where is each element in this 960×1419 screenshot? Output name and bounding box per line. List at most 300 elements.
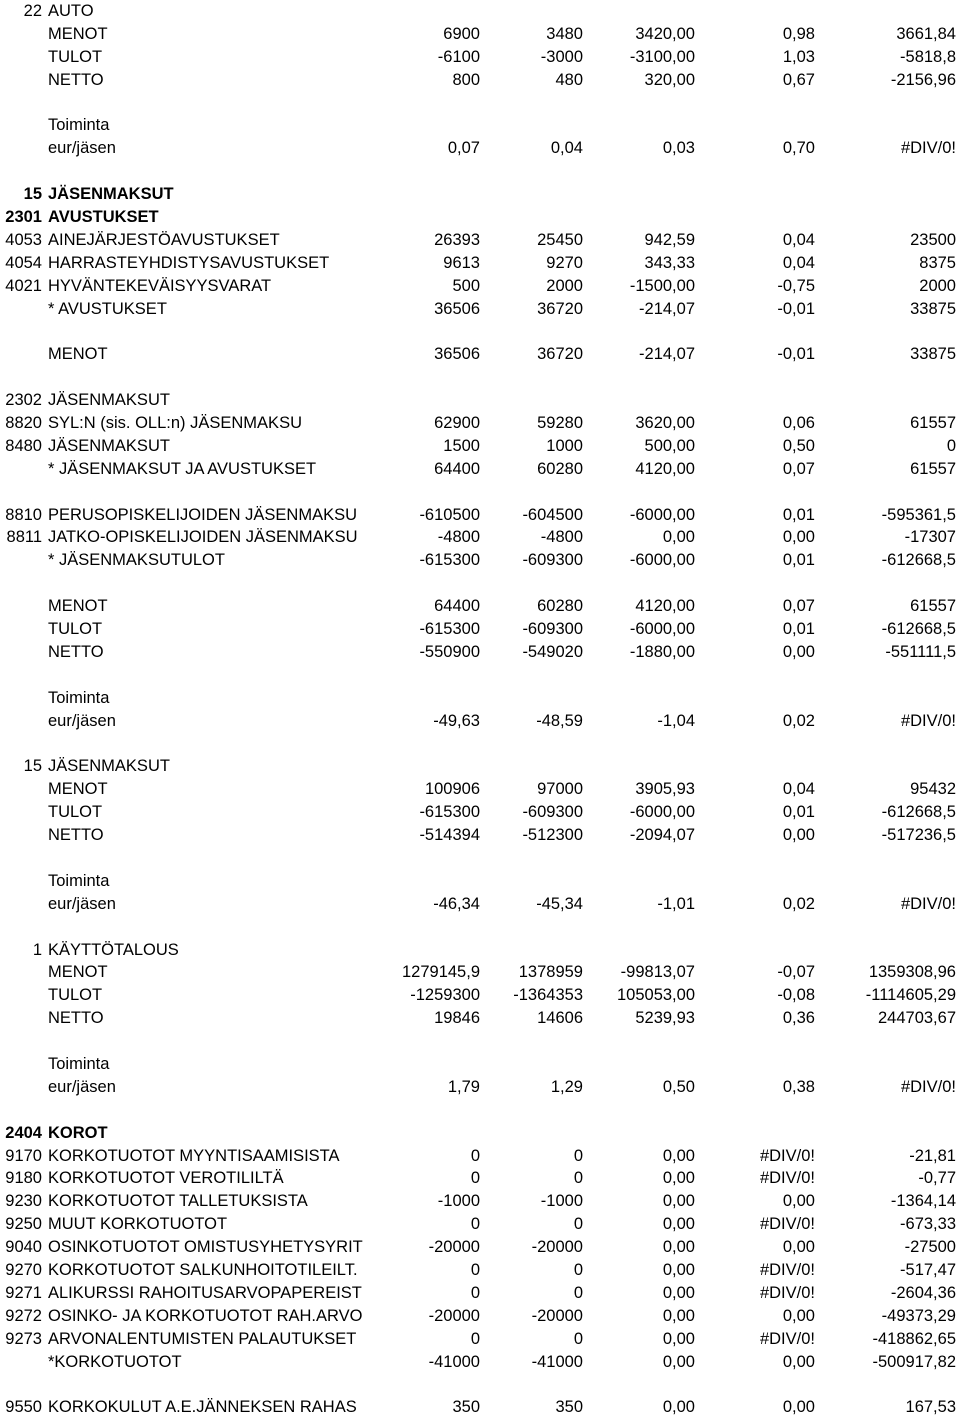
value-cell-v2: 60280 [537,597,583,616]
table-row [0,412,960,435]
account-code: 9550 [5,1398,42,1417]
account-name: TULOT [48,803,103,822]
account-code: 2302 [5,391,42,410]
table-row [0,46,960,69]
account-code: 9040 [5,1238,42,1257]
value-cell-v3: 343,33 [644,253,695,272]
table-row [0,366,960,389]
table-row [0,320,960,343]
account-name: TULOT [48,47,103,66]
table-row [0,733,960,756]
value-cell-v2: 97000 [537,780,583,799]
account-name: KORKOTUOTOT MYYNTISAAMISISTA [48,1146,340,1165]
value-cell-v2: 14606 [537,1009,583,1028]
account-name: MENOT [48,963,108,982]
value-cell-v1: -514394 [419,826,480,845]
value-cell-v5: 23500 [910,230,956,249]
account-code: 1 [32,940,42,959]
table-row [0,435,960,458]
account-name: PERUSOPISKELIJOIDEN JÄSENMAKSU [48,505,357,524]
table-row [0,664,960,687]
table-row [0,1190,960,1213]
table-row [0,572,960,595]
table-row [0,23,960,46]
value-cell-v3: 0,00 [662,1169,695,1188]
value-cell-v4: #DIV/0! [759,1215,815,1234]
value-cell-v4: 0,04 [782,253,815,272]
table-row [0,1122,960,1145]
account-name: JÄSENMAKSUT [48,436,170,455]
value-cell-v5: -595361,5 [881,505,956,524]
value-cell-v4: 0,00 [782,1192,815,1211]
value-cell-v2: 1000 [546,436,583,455]
value-cell-v3: 0,00 [662,528,695,547]
account-name: MENOT [48,597,108,616]
value-cell-v1: 0,07 [447,139,480,158]
value-cell-v2: -45,34 [536,894,583,913]
value-cell-v1: 1279145,9 [402,963,480,982]
account-name: * JÄSENMAKSUT JA AVUSTUKSET [48,459,317,478]
table-row [0,1373,960,1396]
value-cell-v1: 0 [470,1329,480,1348]
table-row [0,526,960,549]
value-cell-v2: 0 [573,1260,583,1279]
value-cell-v5: -517236,5 [881,826,956,845]
table-row [0,1145,960,1168]
value-cell-v2: 59280 [537,414,583,433]
value-cell-v4: -0,75 [777,276,815,295]
value-cell-v1: 26393 [434,230,480,249]
value-cell-v5: -21,81 [909,1146,956,1165]
value-cell-v2: -609300 [522,551,583,570]
table-row [0,504,960,527]
value-cell-v3: -6000,00 [629,803,695,822]
value-cell-v4: 0,00 [782,1306,815,1325]
value-cell-v4: 0,06 [782,414,815,433]
table-row [0,1351,960,1374]
value-cell-v2: 1,29 [550,1077,583,1096]
account-code: 15 [23,757,42,776]
value-cell-v5: 61557 [910,597,956,616]
value-cell-v3: 105053,00 [617,986,695,1005]
account-name: KOROT [48,1123,108,1142]
account-name: HYVÄNTEKEVÄISYYSVARAT [48,276,272,295]
table-row [0,343,960,366]
value-cell-v1: 36506 [434,299,480,318]
value-cell-v1: 6900 [443,24,480,43]
value-cell-v1: 0 [470,1169,480,1188]
table-row [0,755,960,778]
value-cell-v4: 0,70 [782,139,815,158]
value-cell-v5: -2604,36 [890,1283,956,1302]
account-name: TULOT [48,986,103,1005]
value-cell-v4: 0,38 [782,1077,815,1096]
value-cell-v1: 0 [470,1283,480,1302]
value-cell-v3: 0,00 [662,1215,695,1234]
value-cell-v4: #DIV/0! [759,1329,815,1348]
value-cell-v1: -6100 [437,47,480,66]
value-cell-v5: 61557 [910,414,956,433]
value-cell-v2: 36720 [537,299,583,318]
value-cell-v5: 0 [946,436,956,455]
value-cell-v3: 4120,00 [635,459,695,478]
value-cell-v5: 95432 [910,780,956,799]
table-row [0,710,960,733]
value-cell-v4: 0,00 [782,1398,815,1417]
value-cell-v2: -20000 [531,1238,583,1257]
value-cell-v5: 3661,84 [896,24,956,43]
value-cell-v2: -512300 [522,826,583,845]
table-row [0,252,960,275]
table-row [0,298,960,321]
account-name: OSINKO- JA KORKOTUOTOT RAH.ARVO [48,1306,363,1325]
value-cell-v4: 0,36 [782,1009,815,1028]
value-cell-v2: -609300 [522,620,583,639]
account-name: MENOT [48,345,108,364]
account-code: 2404 [5,1123,42,1142]
value-cell-v5: -551111,5 [885,642,956,661]
table-row [0,595,960,618]
table-row [0,114,960,137]
value-cell-v1: 64400 [434,459,480,478]
value-cell-v5: -5818,8 [900,47,956,66]
account-name: NETTO [48,826,104,845]
account-name: KÄYTTÖTALOUS [48,940,179,959]
value-cell-v3: 0,00 [662,1283,695,1302]
account-name: ARVONALENTUMISTEN PALAUTUKSET [48,1329,357,1348]
value-cell-v3: 0,50 [662,1077,695,1096]
value-cell-v4: 0,01 [782,551,815,570]
account-name: Toiminta [48,116,110,135]
account-code: 9271 [5,1283,42,1302]
account-name: JÄSENMAKSUT [48,757,170,776]
table-row [0,893,960,916]
account-name: JÄSENMAKSUT [48,185,174,204]
value-cell-v2: 2000 [546,276,583,295]
account-name: AVUSTUKSET [48,208,159,227]
table-row [0,961,960,984]
value-cell-v4: 0,00 [782,1238,815,1257]
value-cell-v4: 0,67 [782,70,815,89]
value-cell-v3: 942,59 [644,230,695,249]
table-row [0,1213,960,1236]
value-cell-v1: -49,63 [433,711,480,730]
value-cell-v5: -1364,14 [890,1192,956,1211]
value-cell-v1: -46,34 [433,894,480,913]
value-cell-v2: 3480 [546,24,583,43]
value-cell-v3: 0,00 [662,1306,695,1325]
value-cell-v2: 36720 [537,345,583,364]
value-cell-v5: 2000 [919,276,956,295]
value-cell-v3: 3420,00 [635,24,695,43]
value-cell-v3: -1500,00 [629,276,695,295]
account-name: * AVUSTUKSET [48,299,167,318]
table-row [0,847,960,870]
table-row [0,1099,960,1122]
value-cell-v2: -48,59 [536,711,583,730]
value-cell-v3: -1,01 [657,894,695,913]
value-cell-v1: 1,79 [447,1077,480,1096]
value-cell-v1: -4800 [437,528,480,547]
value-cell-v1: 800 [452,70,480,89]
table-row [0,939,960,962]
value-cell-v2: -609300 [522,803,583,822]
account-code: 4054 [5,253,42,272]
value-cell-v3: -1880,00 [629,642,695,661]
account-code: 8811 [6,528,42,547]
value-cell-v1: 9613 [443,253,480,272]
value-cell-v4: -0,01 [777,299,815,318]
table-row [0,275,960,298]
value-cell-v4: 0,01 [782,505,815,524]
value-cell-v3: -6000,00 [629,620,695,639]
table-row [0,687,960,710]
account-name: SYL:N (sis. OLL:n) JÄSENMAKSU [48,414,302,433]
table-row [0,1167,960,1190]
value-cell-v5: -0,77 [918,1169,956,1188]
value-cell-v3: 3620,00 [635,414,695,433]
value-cell-v3: -6000,00 [629,551,695,570]
table-row [0,1007,960,1030]
table-row [0,870,960,893]
value-cell-v4: 0,02 [782,894,815,913]
value-cell-v1: 36506 [434,345,480,364]
value-cell-v5: 1359308,96 [868,963,956,982]
value-cell-v5: -49373,29 [881,1306,956,1325]
account-name: eur/jäsen [48,1077,116,1096]
table-row [0,1259,960,1282]
account-name: KORKOTUOTOT VEROTILILTÄ [48,1169,284,1188]
value-cell-v5: -612668,5 [881,620,956,639]
value-cell-v4: 0,01 [782,620,815,639]
account-name: ALIKURSSI RAHOITUSARVOPAPEREIST [48,1283,362,1302]
value-cell-v3: -214,07 [639,299,695,318]
value-cell-v2: -3000 [540,47,583,66]
account-name: KORKOKULUT A.E.JÄNNEKSEN RAHAS [48,1398,357,1417]
value-cell-v3: 0,00 [662,1398,695,1417]
account-name: AINEJÄRJESTÖAVUSTUKSET [48,230,280,249]
value-cell-v1: -20000 [428,1306,480,1325]
value-cell-v1: 19846 [434,1009,480,1028]
value-cell-v4: #DIV/0! [759,1169,815,1188]
account-code: 9270 [5,1260,42,1279]
value-cell-v4: 1,03 [782,47,815,66]
table-row [0,984,960,1007]
value-cell-v4: -0,01 [777,345,815,364]
value-cell-v5: 33875 [910,345,956,364]
value-cell-v5: 244703,67 [878,1009,956,1028]
table-row [0,1053,960,1076]
account-name: eur/jäsen [48,894,116,913]
table-row [0,92,960,115]
account-code: 8820 [5,414,42,433]
value-cell-v3: 0,00 [662,1146,695,1165]
account-code: 9273 [5,1329,42,1348]
table-row [0,69,960,92]
value-cell-v2: 0 [573,1215,583,1234]
table-row [0,1030,960,1053]
table-row [0,0,960,23]
value-cell-v3: 5239,93 [635,1009,695,1028]
value-cell-v3: 0,00 [662,1352,695,1371]
value-cell-v3: -3100,00 [629,47,695,66]
value-cell-v4: #DIV/0! [759,1283,815,1302]
table-row [0,641,960,664]
value-cell-v2: -41000 [531,1352,583,1371]
value-cell-v2: 60280 [537,459,583,478]
account-name: MENOT [48,24,108,43]
value-cell-v2: 0 [573,1283,583,1302]
value-cell-v5: -612668,5 [881,551,956,570]
value-cell-v3: 0,00 [662,1329,695,1348]
value-cell-v2: 480 [555,70,583,89]
value-cell-v2: -604500 [522,505,583,524]
value-cell-v4: 0,07 [782,597,815,616]
value-cell-v3: -6000,00 [629,505,695,524]
value-cell-v4: 0,02 [782,711,815,730]
table-row [0,206,960,229]
table-row [0,389,960,412]
account-name: NETTO [48,1009,104,1028]
account-name: KORKOTUOTOT TALLETUKSISTA [48,1192,308,1211]
value-cell-v4: #DIV/0! [759,1260,815,1279]
value-cell-v2: -1000 [540,1192,583,1211]
account-code: 9272 [5,1306,42,1325]
value-cell-v5: #DIV/0! [900,139,956,158]
value-cell-v3: 0,03 [662,139,695,158]
account-name: OSINKOTUOTOT OMISTUSYHETYSYRIT [48,1238,363,1257]
value-cell-v4: 0,01 [782,803,815,822]
value-cell-v3: 500,00 [644,436,695,455]
value-cell-v1: -615300 [419,620,480,639]
value-cell-v5: #DIV/0! [900,1077,956,1096]
table-row [0,1328,960,1351]
value-cell-v1: 350 [452,1398,480,1417]
value-cell-v1: -41000 [428,1352,480,1371]
value-cell-v2: -4800 [540,528,583,547]
value-cell-v1: -550900 [419,642,480,661]
value-cell-v5: 8375 [919,253,956,272]
value-cell-v4: 0,98 [782,24,815,43]
table-row [0,1282,960,1305]
value-cell-v5: -17307 [904,528,956,547]
account-code: 9170 [5,1146,42,1165]
table-row [0,458,960,481]
value-cell-v2: 0 [573,1146,583,1165]
account-name: eur/jäsen [48,139,116,158]
account-name: eur/jäsen [48,711,116,730]
value-cell-v4: 0,00 [782,528,815,547]
table-row [0,1076,960,1099]
account-name: HARRASTEYHDISTYSAVUSTUKSET [48,253,330,272]
value-cell-v4: 0,00 [782,826,815,845]
table-row [0,183,960,206]
value-cell-v1: 100906 [424,780,480,799]
value-cell-v5: -500917,82 [872,1352,956,1371]
value-cell-v5: 167,53 [905,1398,956,1417]
value-cell-v5: -673,33 [900,1215,956,1234]
account-name: NETTO [48,70,104,89]
value-cell-v1: -1000 [437,1192,480,1211]
value-cell-v4: 0,00 [782,642,815,661]
account-code: 8480 [5,436,42,455]
value-cell-v1: 1500 [443,436,480,455]
account-name: *KORKOTUOTOT [48,1352,182,1371]
value-cell-v4: 0,00 [782,1352,815,1371]
account-name: MENOT [48,780,108,799]
table-row [0,160,960,183]
value-cell-v2: 25450 [537,230,583,249]
value-cell-v5: -2156,96 [890,70,956,89]
account-name: Toiminta [48,871,110,890]
value-cell-v4: 0,04 [782,780,815,799]
account-code: 22 [23,2,42,20]
account-name: TULOT [48,620,103,639]
table-row [0,916,960,939]
value-cell-v1: 64400 [434,597,480,616]
value-cell-v3: 0,00 [662,1260,695,1279]
account-code: 2301 [5,208,42,227]
account-code: 9230 [5,1192,42,1211]
value-cell-v1: -615300 [419,551,480,570]
account-name: * JÄSENMAKSUTULOT [48,551,225,570]
table-row [0,1305,960,1328]
value-cell-v2: 1378959 [518,963,583,982]
value-cell-v5: 61557 [910,459,956,478]
account-name: NETTO [48,642,104,661]
value-cell-v5: #DIV/0! [900,711,956,730]
account-code: 9250 [5,1215,42,1234]
value-cell-v2: -20000 [531,1306,583,1325]
value-cell-v3: -214,07 [639,345,695,364]
table-row [0,481,960,504]
table-row [0,549,960,572]
value-cell-v1: 62900 [434,414,480,433]
value-cell-v5: -517,47 [900,1260,956,1279]
value-cell-v3: 3905,93 [635,780,695,799]
value-cell-v1: -1259300 [410,986,480,1005]
value-cell-v2: 9270 [546,253,583,272]
account-name: AUTO [48,2,94,20]
table-row [0,618,960,641]
value-cell-v2: -549020 [522,642,583,661]
value-cell-v2: -1364353 [513,986,583,1005]
value-cell-v1: -610500 [419,505,480,524]
account-code: 4021 [5,276,42,295]
value-cell-v1: 0 [470,1146,480,1165]
value-cell-v1: 0 [470,1215,480,1234]
account-name: JATKO-OPISKELIJOIDEN JÄSENMAKSU [48,528,358,547]
value-cell-v4: 0,04 [782,230,815,249]
account-name: JÄSENMAKSUT [48,391,170,410]
value-cell-v2: 0 [573,1169,583,1188]
value-cell-v5: -418862,65 [872,1329,956,1348]
value-cell-v3: 0,00 [662,1238,695,1257]
value-cell-v5: 33875 [910,299,956,318]
table-row [0,778,960,801]
table-row [0,1396,960,1419]
account-code: 8810 [5,505,42,524]
value-cell-v1: -20000 [428,1238,480,1257]
value-cell-v3: 0,00 [662,1192,695,1211]
account-code: 4053 [5,230,42,249]
value-cell-v3: 4120,00 [635,597,695,616]
account-code: 15 [23,185,42,204]
value-cell-v2: 0 [573,1329,583,1348]
table-row [0,801,960,824]
table-row [0,824,960,847]
value-cell-v3: -99813,07 [620,963,695,982]
